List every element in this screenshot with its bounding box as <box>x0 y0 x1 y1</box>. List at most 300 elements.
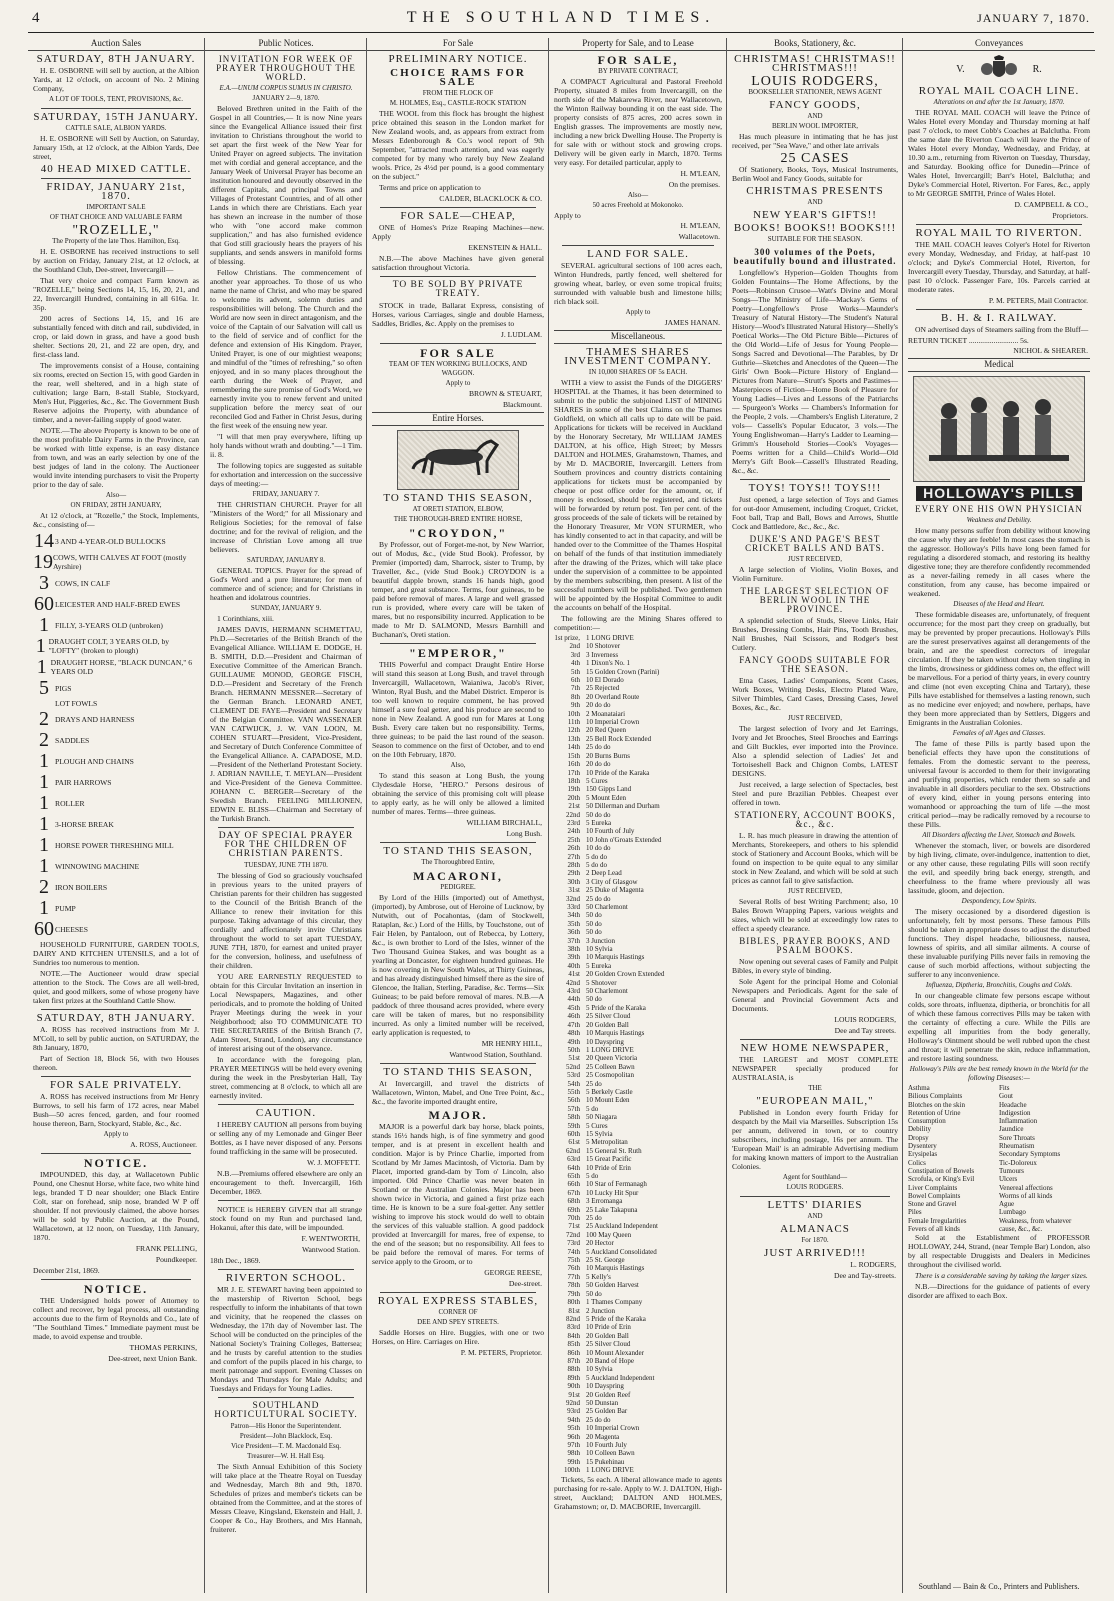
ad-text: MR J. E. STEWART having been appointed to the mastership of Riverton School, begs respectfully to inform the inhabitants of that town and vicinity, that he reopened the classes on Wednesday, the 17th day of November last. The School will be conducted on the principles of the National Society's Training Colleges, Battersea; and he trusts by careful attention to the studies and comfort of the pupils placed in his charge, to merit patronage and support. Evening Classes on Mondays and Thursdays for Male Adults; and Tuesdays and Fridays for Young Ladies. <box>210 1285 362 1393</box>
prize-row <box>554 869 722 877</box>
prize-shares: 25 do do <box>586 743 611 752</box>
prize-shares: 5 Cures <box>586 1121 608 1130</box>
prize-rank: 49th <box>567 1037 580 1046</box>
ad-subheading: DEE AND SPEY STREETS. <box>417 1318 499 1326</box>
prize-shares: 10 Pride of Erin <box>586 1323 631 1332</box>
prize-row <box>554 995 722 1003</box>
ad-signature: Dee-street, next Union Bank. <box>108 1354 197 1363</box>
prize-row <box>554 1197 722 1205</box>
lot-description: 3 AND 4-YEAR-OLD BULLOCKS <box>55 536 166 546</box>
prize-row <box>554 1105 722 1113</box>
prize-rank: 82nd <box>566 1314 580 1323</box>
prize-row <box>554 1189 722 1197</box>
prize-row <box>554 1138 722 1146</box>
ad-heading: THAMES SHARES INVESTMENT COMPANY. <box>564 346 712 367</box>
prize-row <box>554 1029 722 1037</box>
lot-quantity: 2 <box>39 876 49 898</box>
prize-row <box>554 1012 722 1020</box>
prize-row <box>554 1063 722 1071</box>
prize-rank: 23rd <box>567 818 580 827</box>
ad-subheading: THE <box>808 1084 822 1092</box>
prize-row <box>554 878 722 886</box>
ad-subheading: TEAM OF TEN WORKING BULLOCKS, AND WAGGON. <box>388 360 528 377</box>
prize-shares: 5 Berkely Castle <box>586 1087 633 1096</box>
prize-row <box>554 886 722 894</box>
ad-signature: LOUIS RODGERS. <box>786 1183 844 1191</box>
column-auction-sales <box>28 38 204 1593</box>
prize-shares: 1 LONG DRIVE <box>586 1466 634 1475</box>
ad-subheading: ON FRIDAY, 28TH JANUARY, <box>70 501 162 509</box>
ad-subheading: JUST RECEIVED, <box>788 555 842 563</box>
ad-heading: ROYAL MAIL COACH LINE. <box>918 85 1080 97</box>
ad-signature: On the premises. <box>668 180 720 189</box>
prize-row <box>554 1315 722 1323</box>
prize-rank: 73rd <box>567 1239 580 1248</box>
disease-item: Tic-Doloreux <box>999 1158 1037 1167</box>
ad-text: Several Rolls of best Writing Parchment; also, 10 Bales Brown Wrapping Papers, various weights and sizes, which will be sold at exceedingly low rates to effect a speedy clearance. <box>732 897 898 933</box>
ad-subheading: A LOT OF TOOLS, TENT, PROVISIONS, &c. <box>49 95 183 103</box>
prize-rank: 45th <box>567 1003 580 1012</box>
ad-text: THE ROYAL MAIL COACH will leave the Prince of Wales Hotel every Monday and Thursday morning at half past 7 o'clock, to meet Cobb's Coaches at Balclutha. From the same date the Riverton Coach will leave the Prince of Wales Hotel every Monday, Wednesday, and Friday, at 10.30 a.m., returning from Riverton on Tuesday, Thursday, and Saturday. Booking office for Dunedin—Prince of Wales Hotel, Invercargill; Barr's Hotel, Balclutha; and Dyke's Commercial Hotel, Riverton. For Fares, &c., apply to Mr GEORGE SMITH, Prince of Wales Hotel. <box>908 108 1090 198</box>
prize-rank: 77th <box>567 1272 580 1281</box>
prize-shares: 10 Shotover <box>586 642 621 651</box>
lot-quantity: 1 <box>35 635 46 657</box>
ad-text: In our changeable climate few persons escape without colds, sore throats, influenza, diptheria, or bronchitis for all of which these famous correctives Pills may be taken with the certainty of effecting a cure. While the Pills are expelling all impurities from the body generally, Holloway's Ointment should be well rubbed upon the chest and throat; it will penetrate the skin, reduce inflammation, and restore lasting soundness. <box>908 991 1090 1063</box>
ad-heading: FOR SALE PRIVATELY. <box>49 1079 183 1091</box>
prize-shares: 10 Dayspring <box>586 1037 624 1046</box>
ad-text: THE WOOL from this flock has brought the highest price obtained this season in the London market for New Zealand wools, and, as appears from extract from Messrs Edenborough & Co.'s wool report of 9th September, "attracted much attention, and was eagerly competed for by many who rarely buy New Zealand wools. Price, 2s 4½d per pound, is a good commentary on the subject." <box>372 109 544 181</box>
prize-rank: 85th <box>567 1340 580 1349</box>
prize-row <box>554 1004 722 1012</box>
lot-quantity: 2 <box>39 729 49 751</box>
prize-shares: 25 Duke of Magenta <box>586 886 644 895</box>
prize-shares: 20 Band of Hope <box>586 1356 635 1365</box>
column-heading: Property for Sale, and to Lease <box>549 38 727 51</box>
prize-rank: 12th <box>567 726 580 735</box>
lot-quantity: 14 <box>34 530 54 552</box>
prize-rank: 46th <box>567 1012 580 1021</box>
prize-row <box>554 1239 722 1247</box>
prize-row <box>554 1407 722 1415</box>
ad-text: To stand this season at Long Bush, the young Clydesdale Horse, "HERO." Persons desirous of obtaining the service of this promising colt will please to apply early, as he will only be allowed a limited number of mares. Terms—three guineas. <box>372 771 544 816</box>
disease-item: Liver Complaints <box>908 1183 958 1192</box>
prize-shares: 5 do <box>586 1104 599 1113</box>
prize-shares: 50 do <box>586 1289 602 1298</box>
prize-rank: 76th <box>567 1264 580 1273</box>
prize-shares: 10 Colleen Bawn <box>586 1449 635 1458</box>
prize-row <box>554 769 722 777</box>
prize-rank: 60th <box>567 1129 580 1138</box>
ad-heading: THE LARGEST SELECTION OF BERLIN WOOL IN THE PROVINCE. <box>740 586 890 614</box>
ad-signature: Poundkeeper. <box>155 1255 197 1264</box>
prize-shares: 5 Cures <box>586 776 608 785</box>
lot-quantity: 5 <box>39 677 49 699</box>
ad-subheading: Alterations on and after the 1st January, 1870. <box>933 98 1065 106</box>
prize-rank: 79th <box>567 1289 580 1298</box>
ad-text: These formidable diseases are, unfortunately, of frequent occurrence; for the most part they creep on gradually, but may be prevented by proper precautions. Holloway's Pills are the surest preservatives against all derangements of the brain, and are the speediest correctors of irregular circulation. If they be taken without delay when tingling in the limbs, drowsiness or giddiness comes on, the effect will be marvellous. For a period of thirty years, in every country and clime (not even excepting China and Tartary), these Pills have established for themselves a lasting renown, such as no medicine ever enjoyed; and nowhere, perhaps, have they been more appreciated than by Settlers, Diggers and Emigrants in the Australian Colonies. <box>908 610 1090 727</box>
ad-subheading: SUNDAY, JANUARY 9. <box>250 604 322 612</box>
issue-date: JANUARY 7, 1870. <box>977 11 1090 25</box>
prize-row <box>554 1088 722 1096</box>
ad-signature: J. LUDLAM. <box>500 330 542 339</box>
prize-rank: 64th <box>567 1163 580 1172</box>
disease-item: Rheumatism <box>999 1142 1035 1151</box>
prize-row <box>554 659 722 667</box>
ad-subheading: CATTLE SALE, ALBION YARDS. <box>65 124 167 132</box>
ad-text: Fellow Christians. The commencement of another year approaches. To those of us who name the name of Christ, and who may be spared to welcome its advent, solemn duties and responsibilities will belong. The Church and the World are now seen in direct antagonism, and the voice of the Captain of our Salvation will call us to the field of service and of conflict for the defence and extension of His Kingdom. Prayer, United Prayer, is one of our mightiest weapons; and mindful of the "times of refreshing," so often enjoyed, and in so many places throughout the earth during the Week of Prayer, and remembering the sure promise of God's Word, we earnestly invite you to renew fervent and united supplication before the mercy seat of our reconciled God and Father in Christ Jesus, during the first week of the ensuing new year. <box>210 268 362 430</box>
lot-quantity: 1 <box>39 750 49 772</box>
ad-text: Just received, a large selection of Spectacles, best Steel and pure Brazilian Pebbles. Cheapest ever offered in town. <box>732 780 898 807</box>
prize-rank: 55th <box>567 1087 580 1096</box>
disease-item: Bilious Complaints <box>908 1092 963 1101</box>
ad-subheading: FANCY GOODS, <box>769 99 861 111</box>
prize-rank: 68th <box>567 1197 580 1206</box>
horse-name: MAJOR. <box>428 1108 488 1122</box>
prize-rank: 5th <box>571 667 580 676</box>
prize-shares: 5 Pride of the Karaka <box>586 1003 646 1012</box>
column-books-stationery <box>726 38 903 1593</box>
prize-rank: 83rd <box>567 1323 580 1332</box>
prize-shares: 25 Rejected <box>586 684 620 693</box>
disease-item: Worms of all kinds <box>999 1191 1053 1200</box>
prize-shares: 50 Charlemont <box>586 903 628 911</box>
prize-shares: 10 Star of Fermanagh <box>586 1180 647 1189</box>
prize-rank: 63rd <box>567 1155 580 1164</box>
ad-subheading: Influenza, Diptheria, Bronchitis, Coughs and Colds. <box>925 981 1073 989</box>
prize-row <box>554 726 722 734</box>
ad-heading: TO STAND THIS SEASON, <box>383 1066 533 1078</box>
column-property <box>548 38 727 1593</box>
prize-shares: 25 Colleen Bawn <box>586 1062 635 1071</box>
prize-shares: 10 Fourth July <box>586 1441 627 1449</box>
ad-subheading: For 1870. <box>801 1236 829 1244</box>
lot-description: LEICESTER AND HALF-BRED EWES <box>55 599 181 609</box>
prize-shares: 5 Auckland Independent <box>586 1373 655 1382</box>
prize-rank: 62nd <box>566 1146 580 1155</box>
ad-signature: H. M'LEAN, <box>680 169 720 178</box>
stock-lot <box>33 699 199 708</box>
ad-text: A splendid selection of Studs, Sleeve Links, Hair Brushes, Dressing Combs, Hair Pins, Tooth Brushes, Nail Brushes, Nail Scissors, and Rodger's best Cutlery. <box>732 616 898 652</box>
ad-subheading: All Disorders affecting the Liver, Stomach and Bowels. <box>922 831 1076 839</box>
ad-text: Now opening out several cases of Family and Pulpit Bibles, in every style of binding. <box>732 957 898 975</box>
ad-subheading: THE THOROUGH-BRED ENTIRE HORSE, <box>393 515 523 523</box>
prize-rank: 39th <box>567 953 580 962</box>
ad-signature: JAMES HANAN. <box>664 318 720 327</box>
prize-rank: 98th <box>567 1449 580 1458</box>
stock-lot <box>33 856 199 876</box>
lot-quantity: 19 <box>33 551 53 573</box>
prize-shares: 5 Pride of the Karaka <box>586 1314 646 1323</box>
ad-signature: Long Bush. <box>506 829 542 838</box>
column-heading: Auction Sales <box>28 38 204 51</box>
disease-item: Inflammation <box>999 1117 1038 1126</box>
prize-rank: 4th <box>571 659 580 668</box>
lot-description: COWS, IN CALF <box>55 578 111 588</box>
prize-rank: 74th <box>567 1247 580 1256</box>
ad-signature: Wallacetown. <box>678 232 720 241</box>
prize-rank: 99th <box>567 1457 580 1466</box>
prize-row <box>554 1466 722 1474</box>
ad-date: JANUARY 2—9, 1870. <box>252 94 320 102</box>
prize-row <box>554 1281 722 1289</box>
prize-shares: 5 Eureka <box>586 818 612 827</box>
ad-signature: WILLIAM BIRCHALL, <box>466 818 542 827</box>
prize-row <box>554 1264 722 1272</box>
ad-big-line: "EUROPEAN MAIL," <box>756 1095 874 1107</box>
ad-text: The following are the Mining Shares offered to competition:— <box>554 614 722 632</box>
prize-rank: 20th <box>567 793 580 802</box>
ad-heading: CAUTION. <box>255 1107 317 1119</box>
lot-description: COWS, WITH CALVES AT FOOT (mostly Ayrshire) <box>53 553 187 571</box>
prize-rank: 90th <box>567 1382 580 1391</box>
ad-subheading: IN 10,000 SHARES OF 5s EACH. <box>588 368 688 376</box>
prize-row <box>554 1273 722 1281</box>
prize-rank: 54th <box>567 1079 580 1088</box>
disease-item: Bowel Complaints <box>908 1191 961 1200</box>
royal-crest <box>908 55 1090 83</box>
ticket-price: RETURN TICKET .......................... 5s. <box>908 336 1029 345</box>
ad-note: N.B.—The above Machines have given general satisfaction throughout Victoria. <box>372 254 544 272</box>
ad-subheading: BOOKSELLER STATIONER, NEWS AGENT <box>748 88 882 96</box>
prize-row <box>554 1449 722 1457</box>
ad-text: By Lord of the Hills (imported) out of Amethyst, (imported), by Ambrose, out of Heroine of Lucknow, by Nutwith, out of Pocahontas, (dam of Stockwell, Rataplan, &c.) Lord of the Hills, by Touchstone, out of Fair Helen, by Pantaloon, out of Rebecca, by Lottery, &c., is own brother to Lord of the Isles, winner of the Two Thousand Guinea Stakes, and was bought as a yearling at Doncaster, for eighteen hundred guineas. He is now covering in New South Wales, at Thirty Guineas, and has already distinguished himself there as the sire of Glencoe, the Italian, Sterling, Paradise, &c. Terms—Six Guineas; to be paid before removal of mares. N.B.—A paddock of three thousand acres provided, where every care will be taken of mares, but no responsibility incurred. As only a limited number will be received, early application is requested, to <box>372 893 544 1037</box>
stock-lot-list <box>33 531 199 939</box>
ad-subheading: IMPORTANT SALE <box>86 203 146 211</box>
column-heading: Books, Stationery, &c. <box>727 38 903 51</box>
prize-rank: 47th <box>567 1020 580 1029</box>
ad-text: Sole Agent for the principal Home and Colonial Newspapers and Periodicals. Agent for the sale of General and Provincial Government Acts and Documents. <box>732 977 898 1013</box>
ad-note: There is a considerable saving by taking the larger sizes. <box>915 1271 1088 1281</box>
book-list: Longfellow's Hyperion—Golden Thoughts from Golden Fountains—The Home Affections, by the Poets—Robinson Crusoe—Watt's Divine and Moral Songs—The Ministry of Life—Mackay's Gems of Poetry—Longfellow's Prose Works—Maunder's Treasury of Natural History—The Student's Natural History—Wood's Illustrated Natural History—Shelly's Poetical Works—The Old Picture Bible—Pictures of the Old World—Life of Jesus for Young People—Songs Sacred and Devotional—The Parables, by Dr Guthrie—Sketches and Anecdotes of the Queen—The Girls' Own Book—Picture History of England—Pictures from Nature—Strutt's Sports and Pastimes—Masterpieces of Fiction—Home Book of Pleasure for Young Ladies—Lives and Lessons of the Patriarchs — Spurgeon's Works — Chambers's Information for the People, 2 vols. —Chambers's English Literature, 2 vols— Cassells's Popular Educator, 3 vols.—The Young Englishwoman—Harry's Ladder to Learning—Grimm's Household Stories—Cook's Voyages—Poems written for a Child—Child's World—Old Merry's Gift Book—Cassell's Illustrated Reading, &c., &c. <box>732 268 899 475</box>
prize-rank: 92nd <box>566 1398 580 1407</box>
prize-row <box>554 668 722 676</box>
prize-row <box>554 785 722 793</box>
prize-row <box>554 1155 722 1163</box>
lot-description: DRAUGHT COLT, 3 YEARS OLD, by "LOFTY" (broken to plough) <box>48 637 170 655</box>
ad-text: Terms and price on application to <box>379 183 481 192</box>
prize-row <box>554 1332 722 1340</box>
prize-shares: 10 Imperial Crown <box>586 1424 640 1433</box>
prize-shares: 10 Mount Eden <box>586 1096 630 1105</box>
ad-note: N.B.—Directions for the guidance of patients of every disorder are affixed to each Box. <box>908 1282 1090 1301</box>
ad-subheading: Despondency, Low Spirits. <box>961 897 1037 905</box>
disease-item: Tumours <box>999 1166 1025 1175</box>
prize-row <box>554 987 722 995</box>
prize-shares: 25 Cosmopolitan <box>586 1071 635 1080</box>
lot-description: PIGS <box>55 683 72 693</box>
prize-row <box>554 1231 722 1239</box>
prize-shares: 20 Golden Reef <box>586 1390 631 1399</box>
prize-row <box>554 811 722 819</box>
ad-signature: F. WENTWORTH, <box>301 1234 360 1243</box>
prize-rank: 87th <box>567 1356 580 1365</box>
farm-name: "ROZELLE," <box>72 223 160 238</box>
prize-row <box>554 844 722 852</box>
ad-text: The improvements consist of a House, containing six rooms, erected on Section 15, with good Garden in the rear, well sheltered, and in a high state of cultivation; large Barn, 8-stall Stable, Stockyard, Men's Hut, Piggeries, &c., &c. The Government Bush Reserve adjoins the Property, with abundance of timber, and a never-failing supply of good water. <box>33 361 199 424</box>
ad-heading: FOR SALE, <box>597 53 679 67</box>
prize-rank: 72nd <box>566 1230 580 1239</box>
lot-description: 3-HORSE BREAK <box>55 819 114 829</box>
ad-note: N.B.—Premiums offered elsewhere are only an encouragement to theft. Invercargill, 16th December, 1869. <box>210 1169 362 1196</box>
prize-shares: 25 Silver Cloud <box>586 1340 631 1349</box>
prize-shares: 2 Junction <box>586 1306 615 1315</box>
ad-signature: P. M. PETERS, Proprietor. <box>460 1348 542 1357</box>
prize-shares: 10 Pride of Erin <box>586 1163 631 1172</box>
prize-rank: 97th <box>567 1441 580 1449</box>
ad-big-line: BOOKS! BOOKS!! BOOKS!!! <box>733 222 897 234</box>
ad-text: Beloved Brethren united in the Faith of the Gospel in all Countries,— It is now Nine years since the Evangelical Alliance issued their first invitation to Christians throughout the world to set apart the first week of the New Year for United Prayer on agreed subjects. The invitation met with cordial and general acceptance, and the January Week of Universal Prayer has become an institution honoured and devoutly observed in the different Capitals, and principal Towns and Villages of Protestant Countries, and of all other Lands in which there are Christians. Each year has shewn an increase in the number of those who with "one accord make common supplication," and has also furnished evidence that God still graciously hears the prayers of his suppliants, and sends answers in manifold forms of blessing. <box>210 104 362 266</box>
crowd-scene-icon <box>919 381 1079 477</box>
ad-text: The Sixth Annual Exhibition of this Society will take place at the Theatre Royal on Tuesday and Wednesday, March 8th and 9th, 1870. Schedules of prizes and member's tickets can be obtained from the Committee, and at the stores of Messrs Cleave, Kingsland, Ekenstein and Hall, J. Cooper & Co., Hay Brothers, and Mrs Hannah, fruiterer. <box>210 1462 362 1534</box>
prize-row <box>554 903 722 911</box>
ad-big-line: CHOICE RAMS FOR SALE <box>390 67 526 88</box>
ad-subheading: The Property of the late Thos. Hamilton, Esq. <box>52 237 180 245</box>
prize-rank: 36th <box>567 928 580 937</box>
ad-note: NOTE.—The above Property is known to be one of the most profitable Dairy Farms in the Province, can be worked with little expense, is an easy distance from town, and was an early selection by one of the best judges of land in the colony. The Auctioneer would invite intending purchasers to visit the Property prior to the day of sale. <box>33 426 199 489</box>
ad-text: A. ROSS has received instructions from Mr J. M'Coll, to sell by public auction, on SATURDAY, the 8th January, 1870, <box>33 1025 199 1052</box>
ad-subheading: JUST RECEIVED, <box>788 714 842 722</box>
stock-lot <box>33 709 199 729</box>
stock-lot <box>33 730 199 750</box>
disease-item: Female Irregularities <box>908 1216 967 1225</box>
prize-row <box>554 1080 722 1088</box>
ad-heading: SATURDAY, 15TH JANUARY. <box>33 111 199 123</box>
ad-text: H. E. OSBORNE will Sell by Auction, on Saturday, January 15th, at 12 o'clock, at the Albion Yards, Dee street, <box>33 134 199 161</box>
prize-rank: 11th <box>567 718 580 727</box>
prize-row <box>554 1349 722 1357</box>
ad-subheading: 300 volumes of the Poets, beautifully bound and illustrated. <box>733 247 897 266</box>
ad-text: Whenever the stomach, liver, or bowels are disordered by high living, climate, over-indulgence, inattention to diet, or any other cause, these regulating Pills will soon rectify the evil, and speedily bring back energy, strength, and cheerfulness to the frame where previously all was lassitude, gloom, and dejection. <box>908 841 1090 895</box>
ad-text: 1 Corinthians, xiii. <box>217 614 274 623</box>
prize-row <box>554 802 722 810</box>
disease-item: Ulcers <box>999 1175 1018 1184</box>
ad-heading: TOYS! TOYS!! TOYS!!! <box>748 482 882 494</box>
ad-heading: FRIDAY, JANUARY 21st, 1870. <box>46 181 186 202</box>
ad-signature: LOUIS RODGERS, <box>834 1015 896 1024</box>
prize-shares: 5 do <box>586 1172 599 1180</box>
ad-apply: Apply to <box>103 1130 129 1138</box>
ad-date: 18th Dec., 1869. <box>210 1256 261 1265</box>
ad-subheading: Holloway's Pills are the best remedy known in the World for the following Diseases:— <box>909 1065 1089 1082</box>
prize-row <box>554 928 722 936</box>
page-number: 4 <box>32 10 40 26</box>
prize-row <box>554 1357 722 1365</box>
prize-row <box>554 853 722 861</box>
disease-item: Blotches on the skin <box>908 1100 965 1109</box>
section-heading: Medical <box>908 358 1090 372</box>
prize-rank: 84th <box>567 1331 580 1340</box>
disease-item: Dropsy <box>908 1133 929 1142</box>
disease-item: Gout <box>999 1092 1013 1101</box>
ad-text: That very choice and compact Farm known as "ROZELLE," being Sections 14, 15, 16, 20, 21, and 22, Invercargill Hundred, containing in all 616a. 1r. 35p. <box>33 276 199 312</box>
ad-heading: NOTICE. <box>83 1156 149 1170</box>
prize-rank: 44th <box>567 995 580 1004</box>
disease-item: Lumbago <box>999 1208 1026 1217</box>
prize-row <box>554 1113 722 1121</box>
prize-shares: 5 do do <box>586 852 607 861</box>
ad-subheading: Agent for Southland— <box>782 1173 848 1181</box>
ad-subheading: AND <box>807 112 823 120</box>
ad-text: L. R. has much pleasure in drawing the attention of Merchants, Storekeepers, and others to his splendid stock of Stationery and Account Books, which will be found on inspection to be quite equal to any similar stock in New Zealand, and which will be sold at such prices as cannot fail to give satisfaction. <box>732 831 898 885</box>
ad-text: The following topics are suggested as suitable for exhortation and intercession on the successive days of meeting:— <box>210 461 362 488</box>
prize-rank: 91st <box>568 1390 580 1399</box>
royal-coat-of-arms-icon <box>979 55 1019 83</box>
prize-row <box>554 1340 722 1348</box>
prize-row <box>554 1399 722 1407</box>
prize-row <box>554 1382 722 1390</box>
ad-signature: Blackmount. <box>502 400 542 409</box>
ad-text: YOU ARE EARNESTLY REQUESTED to obtain for this Circular Invitation an insertion in Local Newspapers, Magazines, and other periodicals, and to promote the holding of United Prayer Meetings during the week in your Neighborhood; also TO COMMUNICATE TO THE SECRETARIES of the British Branch (7, Adam Street, Strand, London), any circumstance of interest arising out of the observance. <box>210 972 362 1053</box>
ad-heading: B. H. & I. RAILWAY. <box>941 312 1057 324</box>
prize-row <box>554 1323 722 1331</box>
ad-text: Published in London every fourth Friday for despatch by the Mail via Marseilles. Subscription 15s per annum, delivered in town, or to country subscribers, including postage, 16s per annum. The 'European Mail' is an admirable Advertising medium for making known matters of import to the Australian Colonies. <box>732 1108 898 1171</box>
prize-rank: 70th <box>567 1214 580 1223</box>
ad-signature: CALDER, BLACKLOCK & CO. <box>439 194 542 203</box>
ad-big-line: 40 HEAD MIXED CATTLE. <box>40 163 192 175</box>
ad-text: THIS Powerful and compact Draught Entire Horse will stand this season at Long Bush, and travel through Invercargill, Wallacetown, Waianiwa, Jacob's River, Winton, Ryal Bush, and the Mabel District. Emperor is too well known to require comment, he has proved himself a sure foal getter, and his produce are second to none in New Zealand. A good run for Mares at Long Bush. Every care taken but no responsibility. Terms, three guineas; to be paid the last round of the season. Season to commence on the first of October, and to end on the 10th February, 1870. <box>372 660 544 759</box>
ad-heading: EVERY ONE HIS OWN PHYSICIAN <box>915 504 1083 514</box>
ad-signature: Dee-street. <box>508 1279 542 1288</box>
ad-heading: BIBLES, PRAYER BOOKS, AND PSALM BOOKS. <box>739 936 891 955</box>
ad-text: Tickets, 5s each. A liberal allowance made to agents purchasing for re-sale. Apply to W. J. DALTON, High-street, Auckland; DALTON AND HOLMES, Grahamstown; or, D. MACBORIE, Invercargill. <box>554 1474 722 1511</box>
lot-quantity: 3 <box>39 572 49 594</box>
prize-rank: 56th <box>567 1096 580 1105</box>
ad-subheading: SUITABLE FOR THE SEASON. <box>767 235 863 243</box>
disease-list <box>908 1084 1090 1233</box>
prize-row <box>554 1096 722 1104</box>
ad-officer: Vice President—T. M. Macdonald Esq. <box>230 1442 342 1450</box>
prize-row <box>554 1164 722 1172</box>
ad-text: In accordance with the foregoing plan, PRAYER MEETINGS will be held every evening during the week in the Presbyterian Hall, Tay street, commencing at 8 o'clock, to which all are earnestly invited. <box>210 1055 362 1100</box>
prize-row <box>554 1290 722 1298</box>
prize-rank: 96th <box>567 1432 580 1441</box>
prize-row <box>554 895 722 903</box>
prize-row <box>554 1180 722 1188</box>
prize-row <box>554 743 722 751</box>
ad-subheading: OF THAT CHOICE AND VALUABLE FARM <box>49 213 183 221</box>
prize-row <box>554 970 722 978</box>
ad-signatories: JAMES DAVIS, HERMANN SCHMETTAU, Ph.D.—Secretaries of the British Branch of the Evangelical Alliance. WILLIAM E. DODGE, H. B. SMITH, D.D.—President and Chairman of Executive Committee of the American Branch. GUILLAUME MONOD, GEORGE FISCH, D.D.—President and Secretary of the French Branch. HERMANN MESSNER—Secretary of the German Branch. LEONARD ANET, CLEMENT DE FAYE—President and Secretary of the Belgian Committee. VAN WASSENAER VAN CATWIJCK, J. W. VAN LOON, M. COHEN STUART—President, Vice-President, and Secretary of Dutch Conference Committee of the Evangelical Alliance. A. CAPADOSE, M.D.—President of the Netherland Protestant Society. J. ADRIAN NAVILLE, T. MEYLAN—President and Vice-President of the Geneva Committee. JOHANN C. BERGER—Secretary of the Swedish Branch. FEELING MILLIONEN, EDWIN E. BLISS—Chairman and Secretary of the Turkish Branch. <box>210 625 362 823</box>
ad-text: H. E. OSBORNE will sell by auction, at the Albion Yards, at 12 o'clock, on account of No. 2 Mining Company, <box>33 66 199 93</box>
prize-shares: 20 Hector <box>586 1239 614 1248</box>
ad-heading: TO BE SOLD BY PRIVATE TREATY. <box>392 280 524 299</box>
prize-shares: 25 St. George <box>586 1256 625 1265</box>
prize-shares: 15 Great Pacific <box>586 1155 632 1164</box>
prize-shares: 2 Deep Lead <box>586 869 622 878</box>
prize-rank: 38th <box>567 945 580 954</box>
prize-shares: 20 do do <box>586 701 611 710</box>
prize-row <box>554 1298 722 1306</box>
prize-shares: 3 Junction <box>586 936 615 945</box>
ad-subheading: PEDIGREE. <box>440 883 476 891</box>
prize-row <box>554 945 722 953</box>
prize-shares: 20 do do <box>586 760 611 769</box>
ad-text: At 12 o'clock, at "Rozelle," the Stock, Implements, &c., consisting of— <box>33 511 199 529</box>
lot-description: PUMP <box>55 903 76 913</box>
prize-row <box>554 634 722 642</box>
ad-subheading: FRIDAY, JANUARY 7. <box>252 490 320 498</box>
disease-item: Scrofula, or King's Evil <box>908 1175 975 1184</box>
prize-row <box>554 827 722 835</box>
ad-signature: Proprietors. <box>1052 211 1088 220</box>
ad-subheading: AND <box>807 1212 823 1220</box>
ad-subheading: 50 acres Freehold at Mokonoko. <box>592 201 684 209</box>
prize-rank: 89th <box>567 1373 580 1382</box>
prize-row <box>554 1307 722 1315</box>
prize-row <box>554 752 722 760</box>
ad-heading: DAY OF SPECIAL PRAYER FOR THE CHILDREN OF CHRISTIAN PARENTS. <box>218 831 354 859</box>
disease-item: Constipation of Bowels <box>908 1166 975 1175</box>
